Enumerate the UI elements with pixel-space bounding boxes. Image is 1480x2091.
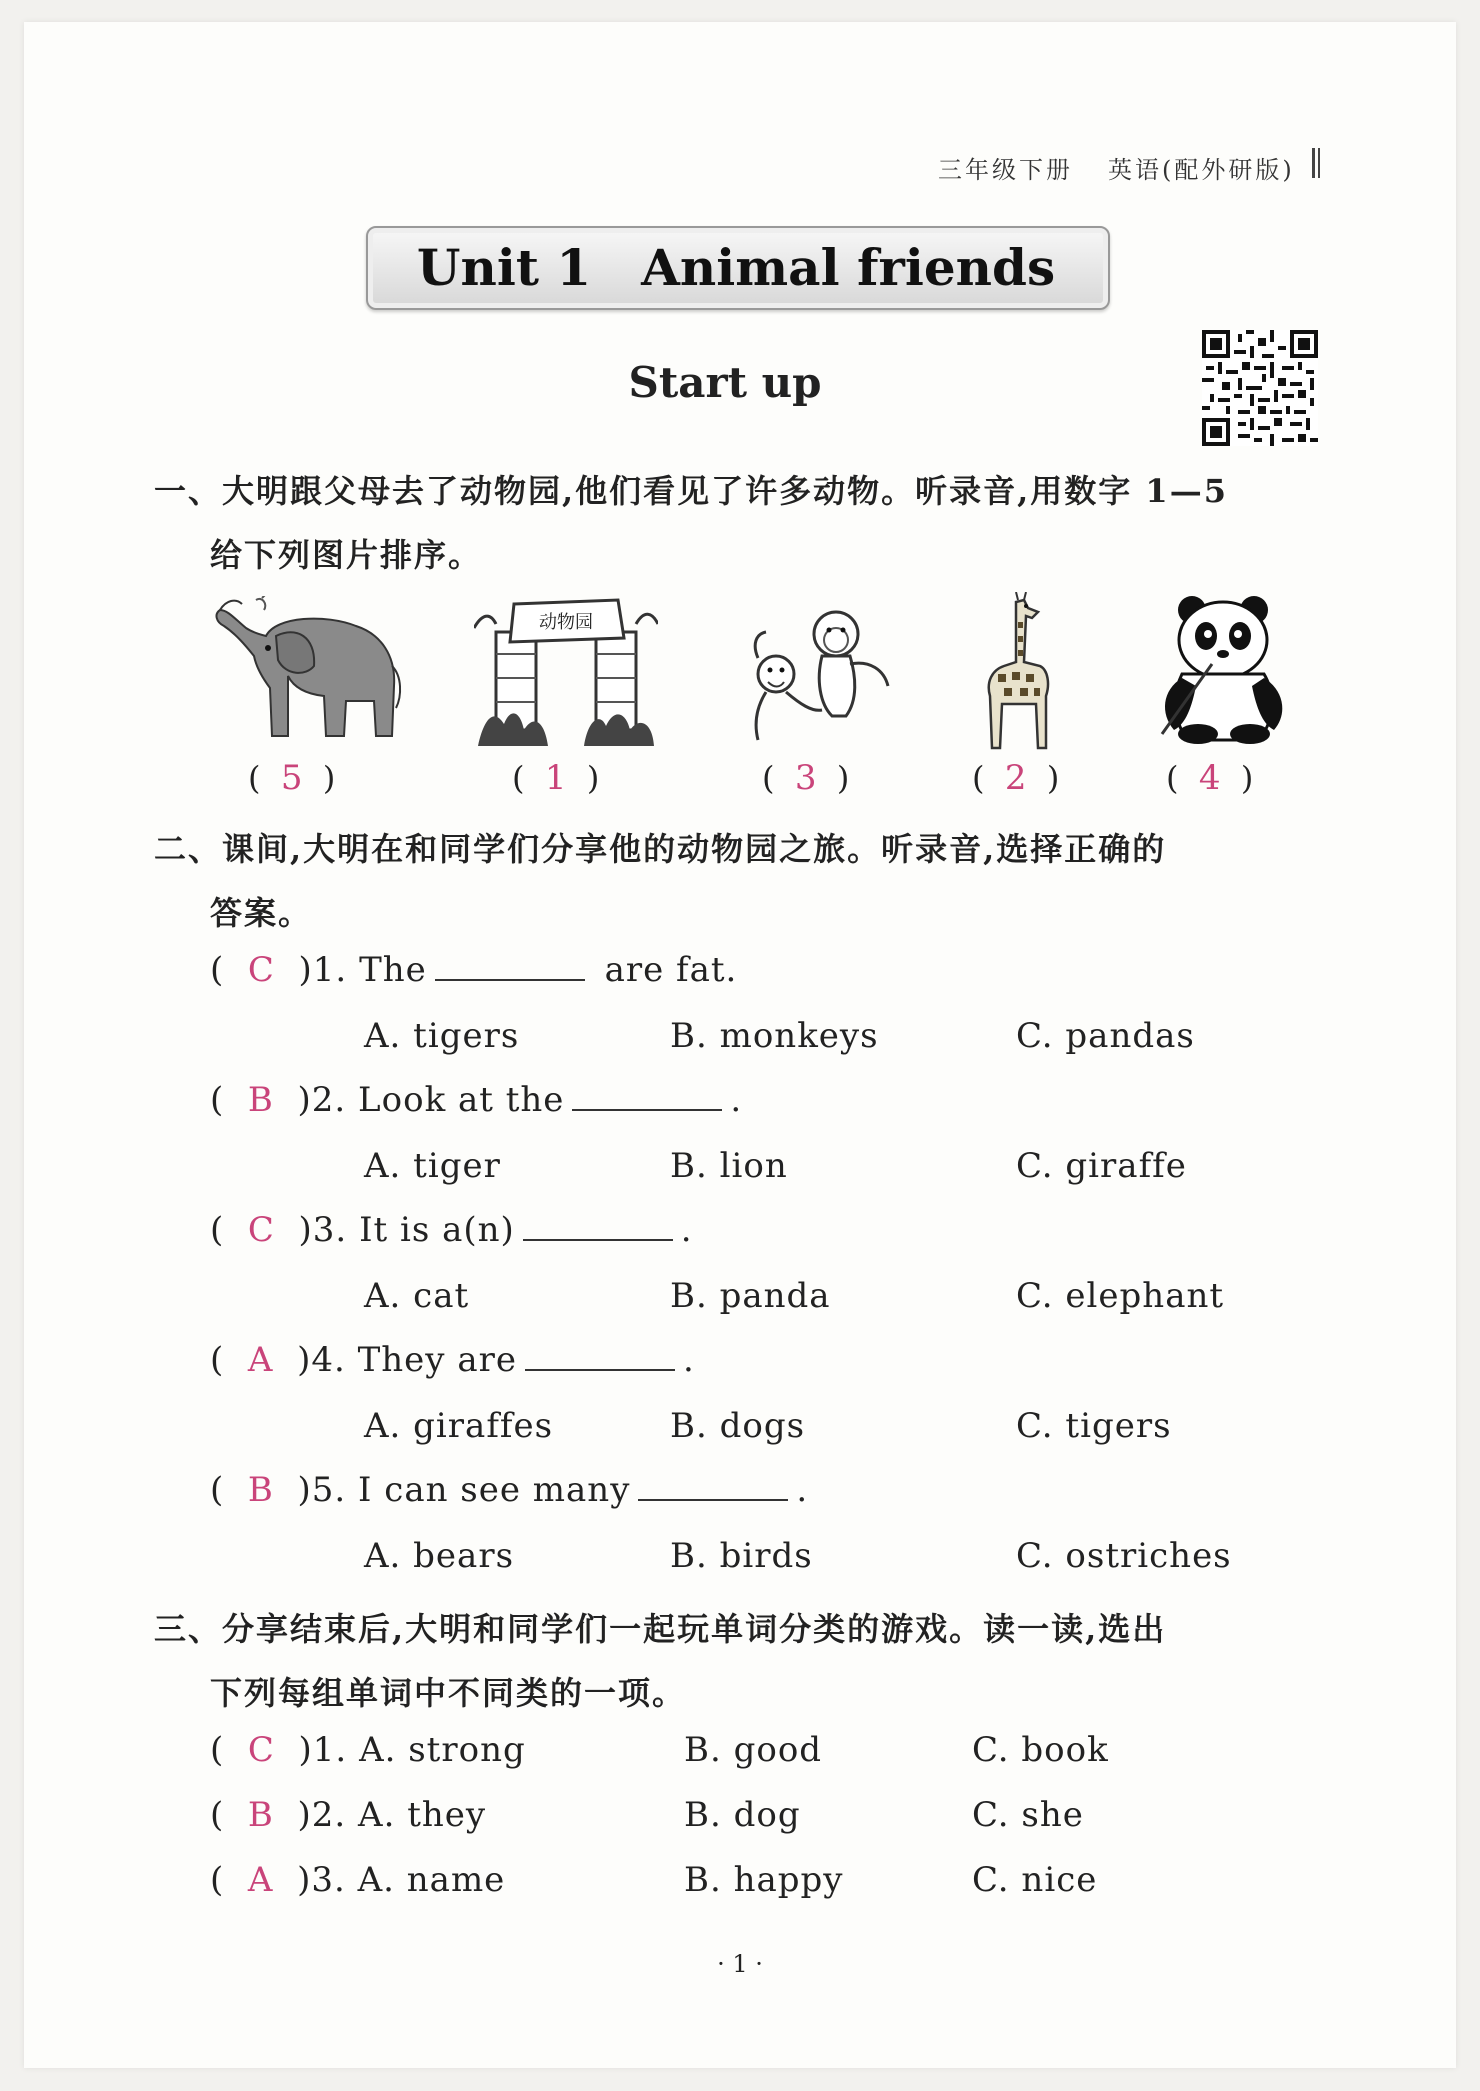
option-a: A. tiger [364,1146,501,1186]
part2-question-3: ( C )3. It is a(n) . [210,1210,693,1250]
zoo-gate-sign: 动物园 [539,612,593,633]
option-c: C. nice [972,1860,1098,1900]
option-a: A. giraffes [364,1406,554,1446]
panda-icon [1152,594,1294,744]
part2-question-2: ( B )2. Look at the . [210,1080,743,1120]
option-b: B. dog [684,1795,801,1835]
option-b: B. lion [670,1146,788,1186]
page-number: · 1 · [717,1950,763,1978]
header-divider-2 [1318,148,1320,178]
part2-question-4: ( A )4. They are . [210,1340,695,1380]
option-a: A. bears [364,1536,515,1576]
part3-question-2: ( B )2. A. they [210,1795,487,1835]
header-grade: 三年级下册 [938,156,1073,184]
option-b: B. happy [684,1860,844,1900]
header-divider [1312,148,1315,178]
option-b: B. good [684,1730,823,1770]
part2-question-5: ( B )5. I can see many . [210,1470,809,1510]
option-c: C. ostriches [1016,1536,1232,1576]
option-b: B. dogs [670,1406,806,1446]
option-c: C. tigers [1016,1406,1172,1446]
section-title: Start up [628,358,822,407]
unit-title: Unit 1 Animal friends [416,238,1056,297]
header-subject: 英语(配外研版) [1108,156,1295,184]
picture-answer-5: ( 4 ) [1166,758,1254,798]
part1-instruction-line2: 给下列图片排序。 [210,536,483,574]
option-a: A. cat [364,1276,470,1316]
monkeys-icon [736,604,896,744]
zoo-gate-icon [474,598,658,746]
giraffe-icon [968,592,1068,752]
part3-question-1: ( C )1. A. strong [210,1730,526,1770]
part2-question-1: ( C )1. The are fat. [210,950,738,990]
picture-answer-3: ( 3 ) [762,758,850,798]
part2-instruction-line2: 答案。 [210,894,313,932]
option-c: C. elephant [1016,1276,1225,1316]
elephant-icon [206,596,406,746]
option-a: A. tigers [364,1016,520,1056]
picture-answer-2: ( 1 ) [512,758,600,798]
picture-answer-1: ( 5 ) [248,758,336,798]
part3-instruction-line1: 三、分享结束后,大明和同学们一起玩单词分类的游戏。读一读,选出 [154,1610,1167,1648]
option-b: B. panda [670,1276,831,1316]
option-b: B. birds [670,1536,813,1576]
option-c: C. pandas [1016,1016,1195,1056]
option-c: C. giraffe [1016,1146,1187,1186]
qr-code-icon [1202,330,1318,446]
option-b: B. monkeys [670,1016,879,1056]
part3-instruction-line2: 下列每组单词中不同类的一项。 [210,1674,687,1712]
option-c: C. she [972,1795,1084,1835]
part2-instruction-line1: 二、课间,大明在和同学们分享他的动物园之旅。听录音,选择正确的 [154,830,1167,868]
part1-instruction-line1: 一、大明跟父母去了动物园,他们看见了许多动物。听录音,用数字 1—5 [154,472,1228,510]
part3-question-3: ( A )3. A. name [210,1860,506,1900]
picture-answer-4: ( 2 ) [972,758,1060,798]
option-c: C. book [972,1730,1109,1770]
